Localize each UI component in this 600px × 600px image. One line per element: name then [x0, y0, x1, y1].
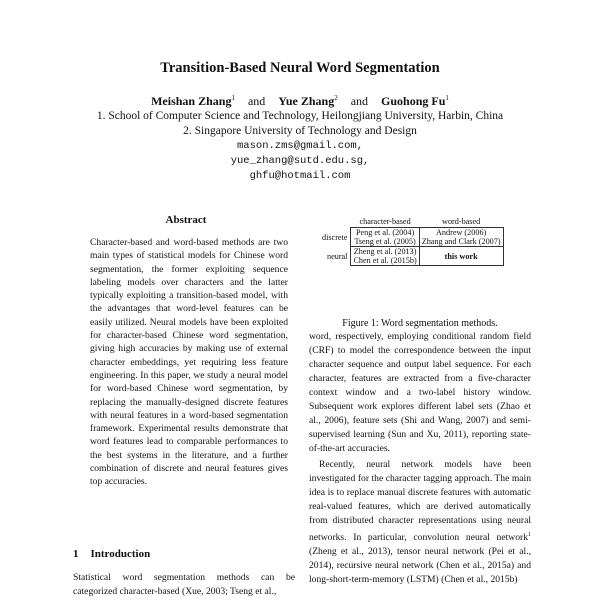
introduction-body: Statistical word segmentation methods can be categorized character-based (Xue, 2003; Tseng et al.,: [73, 572, 295, 597]
citation: Zheng et al. (2013): [353, 247, 417, 256]
introduction-heading: [73, 548, 150, 560]
table-cell: [351, 247, 419, 266]
email-2: yue_zhang@sutd.edu.sg,: [230, 155, 370, 167]
citation: this work: [444, 251, 478, 261]
citation: Tseng et al. (2005): [354, 237, 416, 246]
figure-1-table: [320, 215, 504, 266]
row-label-neural: neural: [327, 251, 348, 261]
and-separator: and: [247, 94, 266, 108]
email-3: ghfu@hotmail.com: [249, 170, 351, 182]
table-cell: [351, 228, 419, 247]
col-header-character-based: character-based: [359, 216, 411, 226]
citation: Chen et al. (2015b): [353, 256, 417, 265]
paragraph-part: Recently, neural network models have been investigated for the character tagging approach. The main idea is to replace manual discrete features with automatic real-valued features, which are derived automatically from distributed character representations using neural networks. In particular, convolution neural network: [309, 459, 531, 544]
table-cell: [419, 228, 503, 247]
author-list: [0, 94, 600, 109]
abstract-body: Character-based and word-based methods are two main types of statistical models for Chinese word segmentation, the former exploiting sequence labeling models over characters and the latter typically exploiting a transition-based model, with the advantages that word-level features can be easily utilized. Neural models have been exploited for character-based Chinese word segmentation, giving high accuracies by making use of external character embeddings, yet requiring less feature engineering. In this paper, we study a neural model for word-based Chinese word segmentation, by replacing the manually-designed discrete features with neural features in a word-based segmentation framework. Experimental results demonstrate that word features lead to comparable performances to the best systems in the literature, and a further combination of discrete and neural features gives top accuracies.: [90, 237, 288, 488]
citation: Andrew (2006): [436, 228, 487, 237]
paragraph-part: (Zheng et al., 2013), tensor neural network (Pei et al., 2014), recursive neural network (Chen et al., 2015a) and long-short-term-memory (LSTM) (Chen et al., 2015b): [309, 546, 531, 586]
citation: Zhang and Clark (2007): [421, 237, 501, 246]
corner-cell: [320, 215, 351, 228]
paper-title: Transition-Based Neural Word Segmentation: [160, 60, 440, 76]
section-title: Introduction: [90, 548, 151, 560]
author-affil-mark: 1: [231, 94, 235, 102]
table-cell-this-work: [419, 247, 503, 266]
footnote-mark: 1: [528, 532, 531, 538]
row-label-discrete: discrete: [322, 232, 348, 242]
abstract-heading: Abstract: [165, 214, 207, 226]
paragraph: [309, 458, 531, 587]
and-separator: and: [350, 94, 369, 108]
citation: Peng et al. (2004): [355, 228, 415, 237]
author-name: Guohong Fu: [381, 94, 446, 108]
figure-caption: Figure 1: Word segmentation methods.: [342, 318, 498, 329]
col-header-word-based: word-based: [442, 216, 481, 226]
author-affil-mark: 1: [445, 94, 449, 102]
author-affil-mark: 2: [334, 94, 338, 102]
right-column-body: [309, 330, 531, 587]
author-name: Yue Zhang: [278, 94, 335, 108]
email-1: mason.zms@gmail.com,: [236, 140, 364, 152]
section-number: 1: [73, 548, 79, 560]
paragraph: word, respectively, employing conditional random field (CRF) to model the correspondence between the input character sequence and output label sequence. For each character, features are extracted from a five-character context window and a two-label history window. Subsequent work explores different label sets (Zhao et al., 2006), feature sets (Shi and Wang, 2007) and semi-supervised learning (Sun and Xu, 2011), reporting state-of-the-art accuracies.: [309, 331, 531, 454]
affiliation-1: 1. School of Computer Science and Technology, Heilongjiang University, Harbin, China: [96, 110, 504, 122]
author-name: Meishan Zhang: [151, 94, 232, 108]
affiliation-2: 2. Singapore University of Technology and Design: [183, 125, 417, 137]
